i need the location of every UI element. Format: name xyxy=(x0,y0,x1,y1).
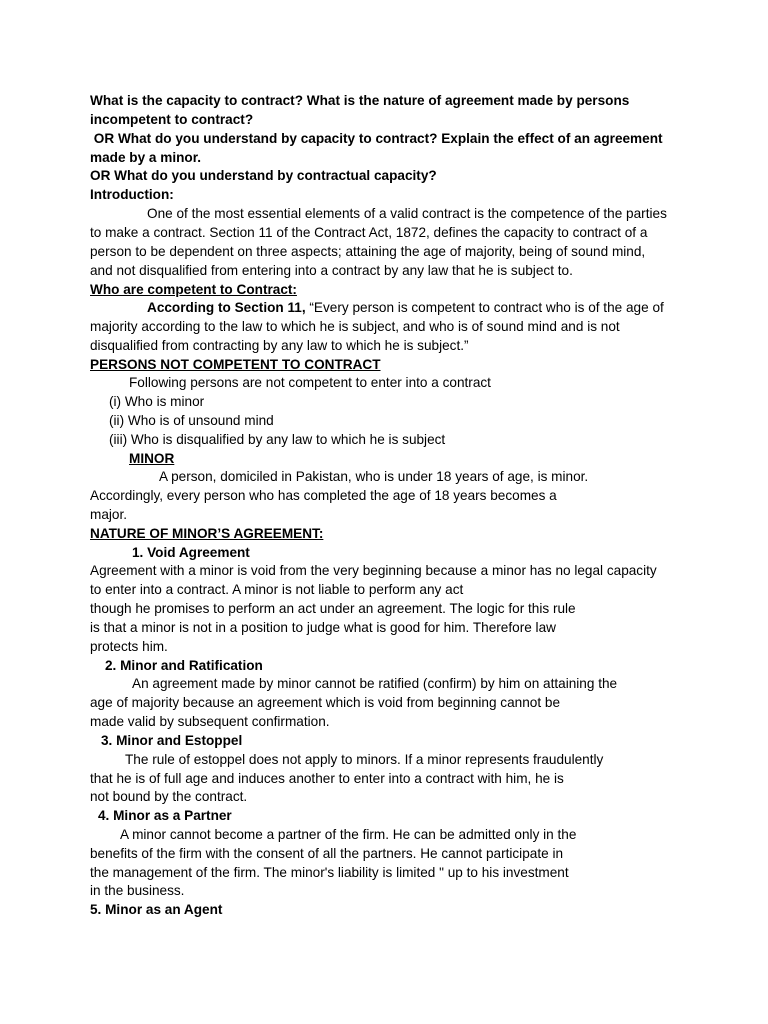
body-text: protects him. xyxy=(90,639,168,654)
body-text: the management of the firm. The minor's liability is limited " up to his investment xyxy=(90,865,569,880)
subheading-void-agreement: 1. Void Agreement xyxy=(132,545,250,560)
question-heading: made by a minor. xyxy=(90,150,202,165)
subheading-minor: MINOR xyxy=(129,451,175,466)
question-heading: What is the capacity to contract? What is the nature of agreement made by persons xyxy=(90,93,630,108)
body-text: though he promises to perform an act under an agreement. The logic for this rule xyxy=(90,601,576,616)
body-text: person to be dependent on three aspects; attaining the age of majority, being of sound mind, xyxy=(90,244,646,259)
body-text: not bound by the contract. xyxy=(90,789,248,804)
subheading-agent: 5. Minor as an Agent xyxy=(90,902,223,917)
question-heading: OR What do you understand by contractual capacity? xyxy=(90,168,437,183)
list-item: (iii) Who is disqualified by any law to which he is subject xyxy=(109,432,446,447)
body-text: made valid by subsequent confirmation. xyxy=(90,714,330,729)
body-text: that he is of full age and induces another to enter into a contract with him, he is xyxy=(90,771,564,786)
subheading-partner: 4. Minor as a Partner xyxy=(98,808,232,823)
body-text: One of the most essential elements of a valid contract is the competence of the parties xyxy=(147,206,667,221)
body-text: major. xyxy=(90,507,128,522)
question-heading: OR What do you understand by capacity to contract? Explain the effect of an agreement xyxy=(90,131,663,146)
body-text: disqualified from contracting by any law to which he is subject.” xyxy=(90,338,469,353)
body-text: A minor cannot become a partner of the firm. He can be admitted only in the xyxy=(120,827,577,842)
body-text: majority according to the law to which he is subject, and who is of sound mind and is not xyxy=(90,319,620,334)
list-item: (ii) Who is of unsound mind xyxy=(109,413,274,428)
section-heading-competent: Who are competent to Contract: xyxy=(90,282,297,297)
body-text: in the business. xyxy=(90,883,185,898)
body-text: to enter into a contract. A minor is not liable to perform any act xyxy=(90,582,464,597)
body-text: and not disqualified from entering into a contract by any law that he is subject to. xyxy=(90,263,573,278)
section-heading-introduction: Introduction: xyxy=(90,187,174,202)
body-text: benefits of the firm with the consent of all the partners. He cannot participate in xyxy=(90,846,564,861)
body-text: An agreement made by minor cannot be ratified (confirm) by him on attaining the xyxy=(132,676,618,691)
body-text: to make a contract. Section 11 of the Contract Act, 1872, defines the capacity to contract of a xyxy=(90,225,648,240)
subheading-ratification: 2. Minor and Ratification xyxy=(105,658,263,673)
subheading-estoppel: 3. Minor and Estoppel xyxy=(101,733,243,748)
body-text: “Every person is competent to contract who is of the age of xyxy=(305,300,664,315)
body-text: Accordingly, every person who has completed the age of 18 years becomes a xyxy=(90,488,557,503)
list-item: (i) Who is minor xyxy=(109,394,205,409)
section-heading-not-competent: PERSONS NOT COMPETENT TO CONTRACT xyxy=(90,357,381,372)
body-text: age of majority because an agreement which is void from beginning cannot be xyxy=(90,695,561,710)
section-reference: According to Section 11, xyxy=(147,300,306,315)
section-heading-nature: NATURE OF MINOR’S AGREEMENT: xyxy=(90,526,324,541)
question-heading: incompetent to contract? xyxy=(90,112,254,127)
body-text: Following persons are not competent to enter into a contract xyxy=(129,375,491,390)
section-11-quote-line xyxy=(147,299,664,317)
body-text: is that a minor is not in a position to judge what is good for him. Therefore law xyxy=(90,620,556,635)
body-text: A person, domiciled in Pakistan, who is under 18 years of age, is minor. xyxy=(159,469,589,484)
body-text: The rule of estoppel does not apply to minors. If a minor represents fraudulently xyxy=(125,752,604,767)
body-text: Agreement with a minor is void from the very beginning because a minor has no legal capacity xyxy=(90,563,657,578)
